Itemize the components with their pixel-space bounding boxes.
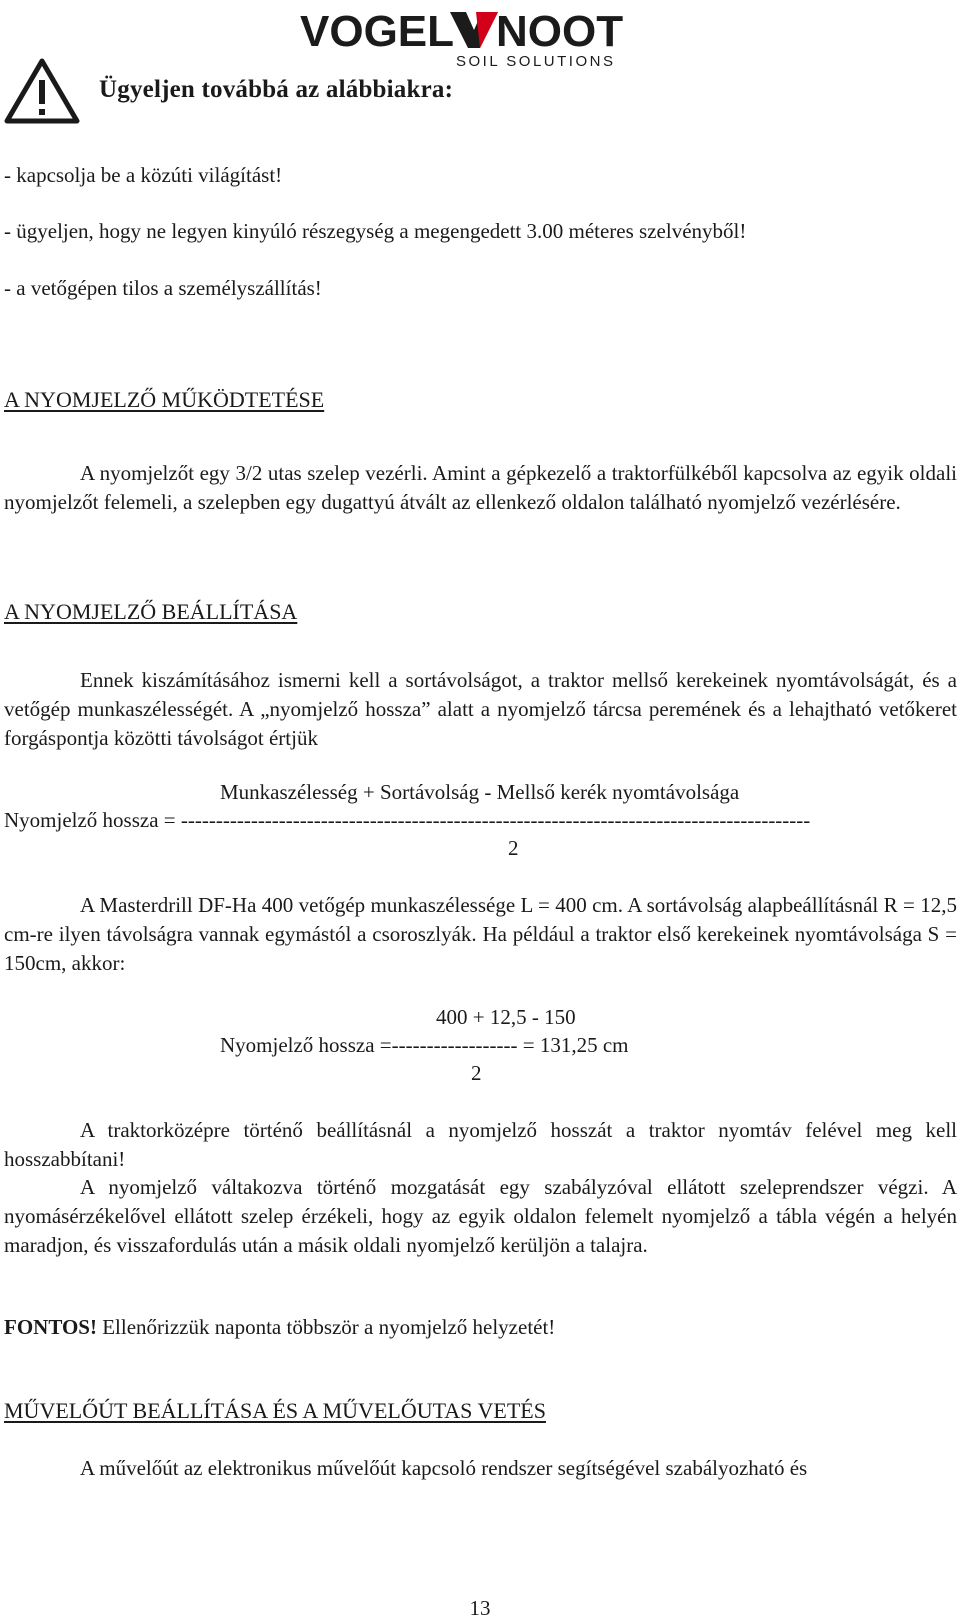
logo-mark-icon — [450, 12, 498, 48]
formula-numerator: Munkaszélesség + Sortávolság - Mellső kerék nyomtávolsága — [220, 780, 740, 804]
page-number: 13 — [469, 1596, 491, 1620]
formula-denominator: 2 — [508, 836, 519, 860]
bullet-lighting: - kapcsolja be a közúti világítást! — [4, 163, 283, 187]
warning-triangle-icon — [4, 58, 80, 124]
paragraph-setting: Ennek kiszámításához ismerni kell a sortávolságot, a traktor mellső kerekeinek nyomtávolságát, és a vetőgép munkaszélességét. A „nyomjelző hossza” alatt a nyomjelző tárcsa peremének és a lehajtható vetőkeret forgáspontja közötti távolságot értjük — [4, 668, 957, 750]
logo-brand-left: VOGEL — [300, 7, 455, 56]
vogel-noot-logo — [300, 6, 660, 72]
section-title-operation: A NYOMJELZŐ MŰKÖDTETÉSE — [4, 387, 325, 412]
important-text: Ellenőrizzük naponta többször a nyomjelző helyzetét! — [96, 1315, 556, 1339]
section-title-tramline: MŰVELŐÚT BEÁLLÍTÁSA ÉS A MŰVELŐUTAS VETÉS — [4, 1398, 546, 1423]
formula-line: Nyomjelző hossza = ------------------------------------------------------------------------------------------ — [4, 808, 811, 832]
important-label: FONTOS! — [4, 1315, 97, 1339]
paragraph-example: A Masterdrill DF-Ha 400 vetőgép munkaszélessége L = 400 cm. A sortávolság alapbeállításnál R = 12,5 cm-re ilyen távolságra vannak egymástól a csoroszlyák. Ha például a traktor első kerekeinek nyomtávolsága S = 150cm, akkor: — [4, 893, 957, 975]
paragraph-alternating: A nyomjelző váltakozva történő mozgatását egy szabályzóval ellátott szeleprendszer végzi. A nyomásérzékelővel ellátott szelep érzékeli, hogy az egyik oldalon felemelt nyomjelző a tábla végén a helyén maradjon, és visszafordulás után a másik oldali nyomjelző kerüljön a talajra. — [4, 1175, 957, 1257]
bullet-no-passengers: - a vetőgépen tilos a személyszállítás! — [4, 276, 322, 300]
logo-tagline: SOIL SOLUTIONS — [456, 53, 616, 70]
important-note — [4, 1315, 555, 1340]
paragraph-operation: A nyomjelzőt egy 3/2 utas szelep vezérli. Amint a gépkezelő a traktorfülkéből kapcsolva az egyik oldali nyomjelzőt felemeli, a szelepben egy dugattyú átvált az ellenkező oldalon található nyomjelző vezérlésére. — [4, 461, 957, 514]
warning-heading: Ügyeljen továbbá az alábbiakra: — [99, 76, 454, 103]
paragraph-center-setting: A traktorközépre történő beállításnál a nyomjelző hosszát a traktor nyomtáv felével meg kell hosszabbítani! — [4, 1118, 957, 1171]
paragraph-tramline: A művelőút az elektronikus művelőút kapcsoló rendszer segítségével szabályozható és — [80, 1456, 808, 1480]
example-denominator: 2 — [471, 1061, 482, 1085]
logo-brand-right: NOOT — [496, 7, 624, 56]
bullet-width-limit: - ügyeljen, hogy ne legyen kinyúló részegység a megengedett 3.00 méteres szelvényből! — [4, 219, 747, 243]
section-title-setting: A NYOMJELZŐ BEÁLLÍTÁSA — [4, 599, 298, 624]
example-numerator: 400 + 12,5 - 150 — [436, 1005, 576, 1029]
example-formula-line: Nyomjelző hossza =------------------ = 131,25 cm — [220, 1033, 629, 1057]
